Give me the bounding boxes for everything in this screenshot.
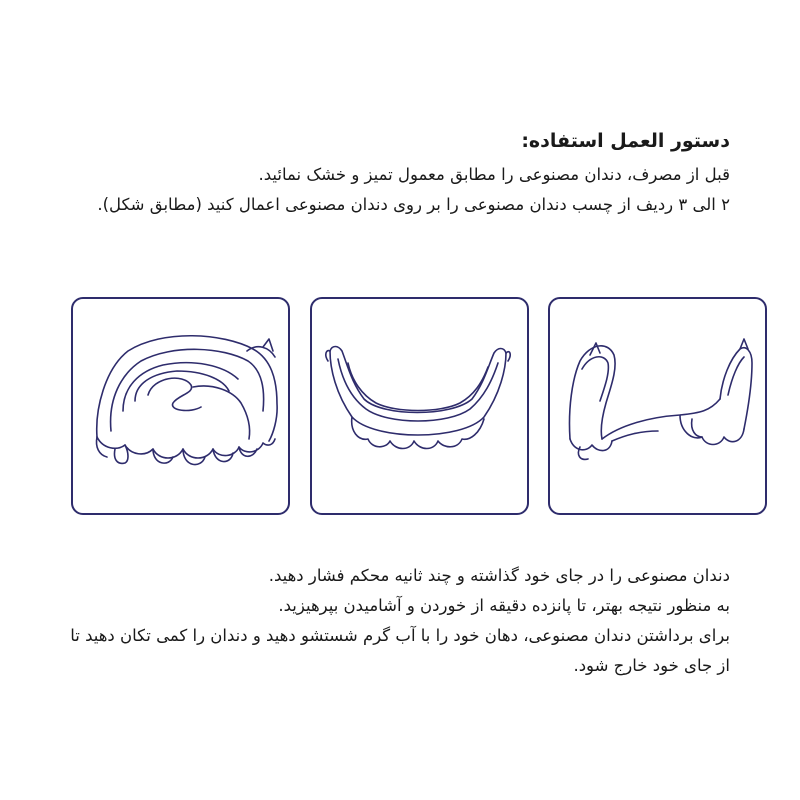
instruction-line: ۲ الی ۳ ردیف از چسب دندان مصنوعی را بر روی دندان مصنوعی اعمال کنید (مطابق شکل). bbox=[97, 195, 730, 214]
instruction-line: دندان مصنوعی را در جای خود گذاشته و چند ثانیه محکم فشار دهید. bbox=[268, 566, 730, 585]
instructions-top bbox=[70, 160, 730, 220]
instruction-line: به منظور نتیجه بهتر، تا پانزده دقیقه از خوردن و آشامیدن بپرهیزید. bbox=[278, 596, 730, 615]
page-title: دستور العمل استفاده: bbox=[521, 130, 730, 152]
illustration-partial-denture bbox=[548, 297, 767, 515]
upper-denture-icon bbox=[73, 299, 288, 513]
illustration-upper-denture bbox=[71, 297, 290, 515]
lower-denture-icon bbox=[312, 299, 527, 513]
instruction-line: برای برداشتن دندان مصنوعی، دهان خود را با آب گرم شستشو دهید و دندان را کمی تکان دهید تا از جای خود خارج شود. bbox=[70, 626, 730, 675]
instruction-line: قبل از مصرف، دندان مصنوعی را مطابق معمول تمیز و خشک نمائید. bbox=[258, 165, 730, 184]
illustration-lower-denture bbox=[310, 297, 529, 515]
instructions-bottom bbox=[70, 561, 730, 681]
partial-denture-icon bbox=[550, 299, 765, 513]
